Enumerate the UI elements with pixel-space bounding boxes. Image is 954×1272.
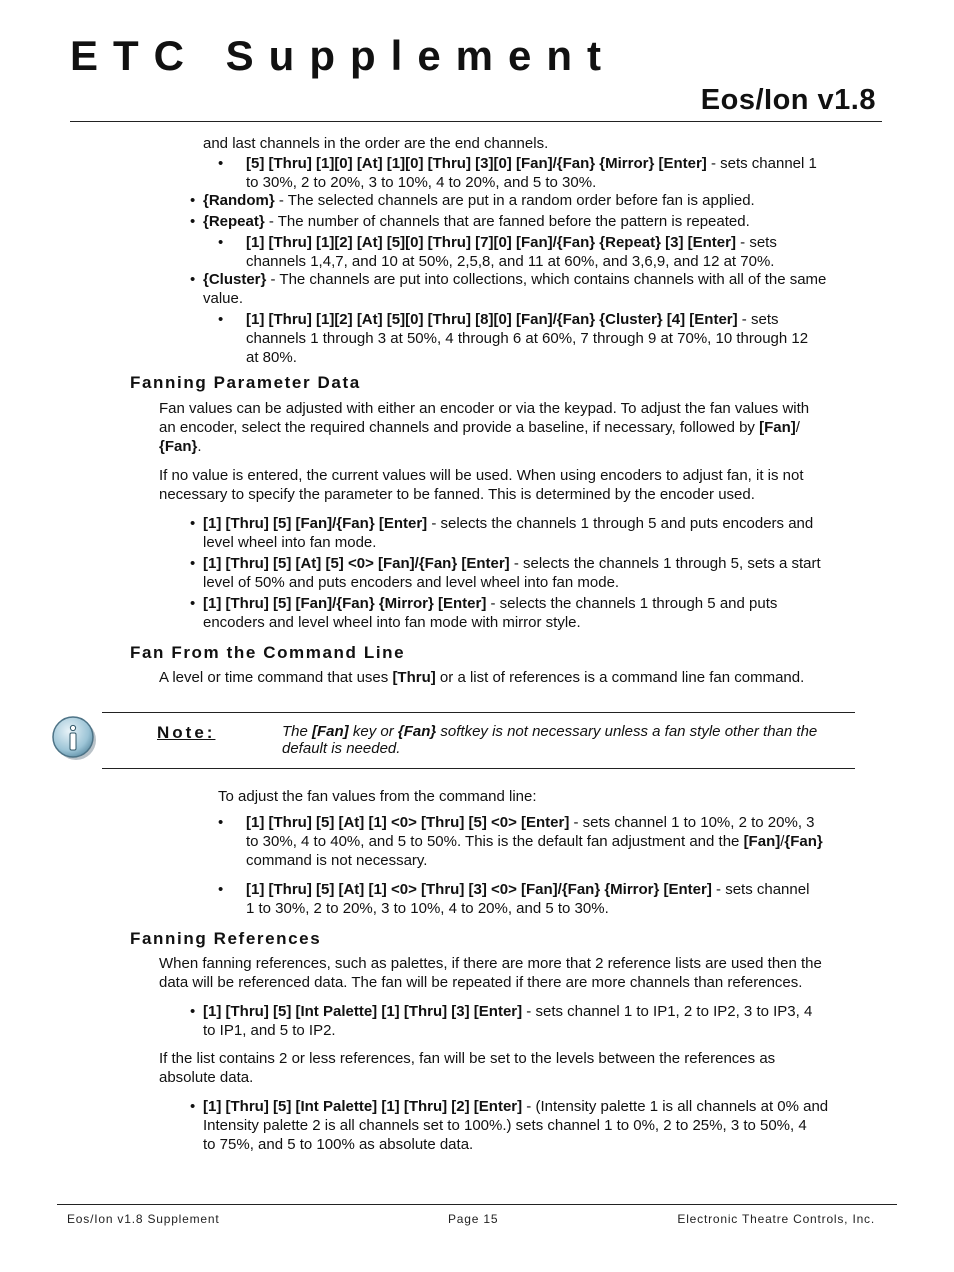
intro-text: and last channels in the order are the end channels. — [203, 135, 549, 152]
bullet: • — [190, 515, 196, 532]
document-subtitle: Eos/Ion v1.8 — [700, 84, 876, 116]
bullet: • — [190, 271, 196, 288]
body-text: or a list of references is a command line fan command. — [435, 669, 805, 686]
keyword-text: {Random} — [203, 192, 275, 209]
footer-left: Eos/Ion v1.8 Supplement — [67, 1212, 220, 1226]
note-label: Note: — [157, 723, 216, 742]
bullet: • — [190, 192, 196, 209]
body-text: - selects the channels 1 through 5 and puts — [486, 595, 778, 612]
bullet: • — [218, 155, 224, 172]
body-text: softkey is not necessary unless a fan style other than the — [436, 723, 818, 740]
command-text: [1] [Thru] [5] [Int Palette] [1] [Thru] [2] [Enter] — [203, 1098, 523, 1115]
body-text: Intensity palette 2 is all channels set to 100%.) sets channel 1 to 0%, 2 to 25%, 3 to 50%, 4 — [203, 1117, 807, 1134]
footer-page-number: Page 15 — [448, 1212, 499, 1226]
body-text: When fanning references, such as palettes, if there are more that 2 reference lists are used then the — [159, 955, 822, 972]
command-text: [1] [Thru] [5] [At] [1] <0> [Thru] [3] <0> [Fan]/{Fan} {Mirror} [Enter] — [246, 881, 712, 898]
note-text — [282, 723, 857, 757]
command-text: [1] [Thru] [5] [At] [1] <0> [Thru] [5] <0> [Enter] — [246, 814, 570, 831]
body-text: - sets channel 1 to IP1, 2 to IP2, 3 to IP3, 4 — [522, 1003, 813, 1020]
section-heading-fanning-parameter-data: Fanning Parameter Data — [130, 373, 361, 392]
bullet: • — [190, 555, 196, 572]
body-text: - sets channel 1 — [706, 155, 817, 172]
bullet: • — [190, 595, 196, 612]
body-text: channels 1,4,7, and 10 at 50%, 2,5,8, and 11 at 60%, and 3,6,9, and 12 at 70%. — [246, 253, 775, 270]
command-text: [1] [Thru] [5] [Fan]/{Fan} {Mirror} [Enter] — [203, 595, 487, 612]
keyword-text: [Fan] — [312, 723, 349, 740]
command-text: [1] [Thru] [5] [Fan]/{Fan} [Enter] — [203, 515, 428, 532]
command-text: [1] [Thru] [1][2] [At] [5][0] [Thru] [7][0] [Fan]/{Fan} {Repeat} [3] [Enter] — [246, 234, 736, 251]
body-text: - The number of channels that are fanned before the pattern is repeated. — [264, 213, 750, 230]
body-text: - sets — [737, 311, 779, 328]
paragraph — [159, 466, 859, 504]
bullet: • — [218, 881, 224, 898]
command-text: [5] [Thru] [1][0] [At] [1][0] [Thru] [3][0] [Fan]/{Fan} {Mirror} [Enter] — [246, 155, 707, 172]
paragraph — [159, 1049, 859, 1087]
paragraph: To adjust the fan values from the command line: — [218, 788, 537, 805]
keyword-text: {Repeat} — [203, 213, 265, 230]
body-text: data will be referenced data. The fan will be repeated if there are more channels than references. — [159, 974, 803, 991]
body-text: absolute data. — [159, 1069, 254, 1086]
command-text: [1] [Thru] [5] [At] [5] <0> [Fan]/{Fan} [Enter] — [203, 555, 510, 572]
body-text: If no value is entered, the current values will be used. When using encoders to adjust fan, it is not — [159, 467, 804, 484]
body-text: - The channels are put into collections, which contains channels with all of the same — [266, 271, 827, 288]
command-text: [1] [Thru] [1][2] [At] [5][0] [Thru] [8][0] [Fan]/{Fan} {Cluster} [4] [Enter] — [246, 311, 738, 328]
body-text: . — [197, 438, 202, 455]
bullet: • — [190, 213, 196, 230]
body-text: an encoder, select the required channels and provide a baseline, if necessary, followed by — [159, 419, 760, 436]
document-title: ETC Supplement — [70, 32, 617, 79]
section-heading-fan-from-command-line: Fan From the Command Line — [130, 643, 406, 662]
body-text: - The selected channels are put in a random order before fan is applied. — [274, 192, 755, 209]
bullet: • — [218, 311, 224, 328]
bullet: • — [190, 1003, 196, 1020]
note-bottom-rule — [102, 768, 855, 769]
body-text: default is needed. — [282, 740, 401, 757]
body-text: command is not necessary. — [246, 852, 428, 869]
body-text: The — [282, 723, 313, 740]
body-text: 1 to 30%, 2 to 20%, 3 to 10%, 4 to 20%, and 5 to 30%. — [246, 900, 609, 917]
footer-right: Electronic Theatre Controls, Inc. — [677, 1212, 875, 1226]
body-text: / — [795, 419, 800, 436]
body-text: encoders and level wheel into fan mode with mirror style. — [203, 614, 581, 631]
body-text: necessary to specify the parameter to be fanned. This is determined by the encoder used. — [159, 486, 755, 503]
keyword-text: {Fan} — [159, 438, 198, 455]
info-icon — [50, 714, 98, 762]
body-text: - sets channel — [711, 881, 810, 898]
command-text: [1] [Thru] [5] [Int Palette] [1] [Thru] [3] [Enter] — [203, 1003, 523, 1020]
body-text: to 30%, 2 to 20%, 3 to 10%, 4 to 20%, and 5 to 30%. — [246, 174, 597, 191]
note-top-rule — [102, 712, 855, 713]
body-text: at 80%. — [246, 349, 297, 366]
paragraph — [159, 668, 859, 687]
body-text: key or — [348, 723, 398, 740]
body-text: - sets — [735, 234, 777, 251]
body-text: - selects the channels 1 through 5, sets a start — [509, 555, 821, 572]
body-text: level wheel into fan mode. — [203, 534, 377, 551]
body-text: channels 1 through 3 at 50%, 4 through 6 at 60%, 7 through 9 at 70%, 10 through 12 — [246, 330, 809, 347]
keyword-text: {Fan} — [784, 833, 823, 850]
body-text: to IP1, and 5 to IP2. — [203, 1022, 336, 1039]
body-text: If the list contains 2 or less references, fan will be set to the levels between the references as — [159, 1050, 776, 1067]
bullet: • — [218, 814, 224, 831]
keyword-text: [Fan] — [743, 833, 781, 850]
footer-rule — [57, 1204, 897, 1205]
section-heading-fanning-references: Fanning References — [130, 929, 322, 948]
keyword-text: {Cluster} — [203, 271, 267, 288]
keyword-text: {Fan} — [397, 723, 437, 740]
body-text: to 75%, and 5 to 100% as absolute data. — [203, 1136, 474, 1153]
body-text: - (Intensity palette 1 is all channels at 0% and — [522, 1098, 829, 1115]
keyword-text: [Fan] — [759, 419, 796, 436]
body-text: A level or time command that uses — [159, 669, 393, 686]
body-text: to 30%, 4 to 40%, and 5 to 50%. This is the default fan adjustment and the — [246, 833, 744, 850]
body-text: - sets channel 1 to 10%, 2 to 20%, 3 — [569, 814, 815, 831]
bullet: • — [190, 1098, 196, 1115]
body-text: / — [780, 833, 785, 850]
bullet: • — [218, 234, 224, 251]
header-rule — [70, 121, 882, 122]
body-text: Fan values can be adjusted with either an encoder or via the keypad. To adjust the fan values with — [159, 400, 810, 417]
paragraph — [159, 399, 859, 456]
body-text: value. — [203, 290, 244, 307]
paragraph — [159, 954, 859, 992]
body-text: level of 50% and puts encoders and level wheel into fan mode. — [203, 574, 620, 591]
keyword-text: [Thru] — [392, 669, 436, 686]
body-text: - selects the channels 1 through 5 and puts encoders and — [427, 515, 814, 532]
